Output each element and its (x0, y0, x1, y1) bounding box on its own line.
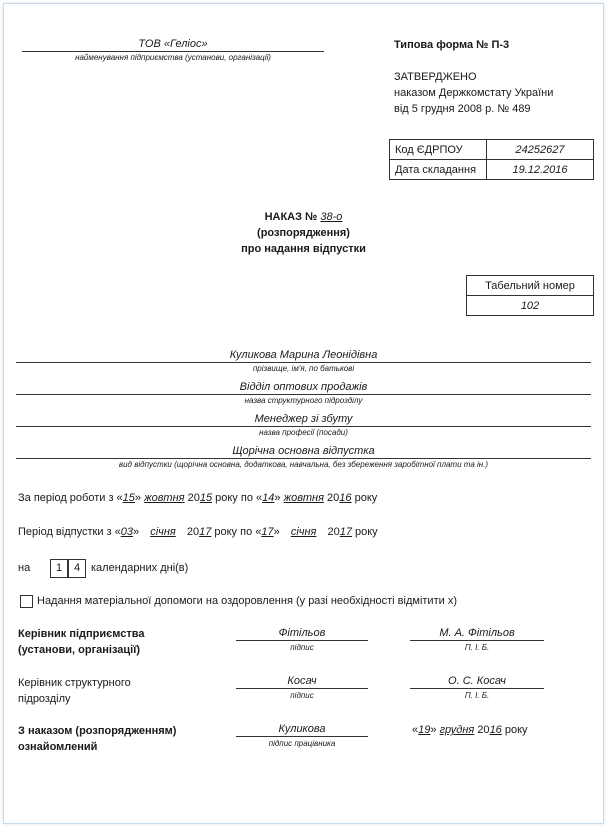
work-period-text-3: року по « (215, 492, 263, 504)
ack-signature: Куликова (278, 723, 326, 735)
days-digit-1[interactable]: 1 (50, 559, 68, 578)
dept-label-2: підрозділу (18, 693, 71, 705)
leave-period-month-to: січня (290, 526, 317, 538)
head-name: М. А. Фітільов (439, 627, 515, 639)
ack-date-close: » (430, 724, 437, 736)
edrpou-label: Код ЄДРПОУ (390, 140, 487, 160)
date-value: 19.12.2016 (487, 160, 594, 180)
work-period (18, 492, 377, 504)
ack-signature-caption: підпис працівника (268, 739, 336, 748)
dept-signature-caption: підпис (290, 691, 314, 700)
days-prefix: на (18, 562, 31, 574)
leave-period-year-to-prefix: 20 (327, 526, 340, 538)
leave-type-caption: вид відпустки (щорічна основна, додаткова, навчальна, без збереження заробітної плати та ін.) (118, 460, 489, 469)
work-period-month-from: жовтня (144, 492, 185, 504)
work-period-year-from-prefix: 20 (187, 492, 200, 504)
head-name-caption: П. І. Б. (464, 643, 490, 652)
position-line (16, 426, 591, 427)
dept-label-1: Керівник структурного (18, 677, 131, 689)
tabel-label: Табельний номер (467, 276, 594, 296)
work-period-year-from: 15 (199, 492, 213, 504)
dept-name: О. С. Косач (448, 675, 506, 687)
leave-period-text-3: року по « (214, 526, 262, 538)
department-line (16, 394, 591, 395)
leave-period-text-5: року (355, 526, 378, 538)
order-title (4, 211, 603, 223)
leave-type: Щорічна основна відпустка (232, 445, 375, 457)
head-label-1: Керівник підприємства (18, 628, 145, 640)
head-signature-caption: підпис (290, 643, 314, 652)
company-caption: найменування підприємства (установи, організації) (75, 53, 271, 62)
employee-name-line (16, 362, 591, 363)
employee-name: Куликова Марина Леонідівна (229, 349, 378, 361)
material-aid-label: Надання матеріальної допомоги на оздоровлення (у разі необхідності відмітити х) (37, 595, 457, 607)
edrpou-value: 24252627 (487, 140, 594, 160)
leave-period (18, 526, 378, 538)
tabel-value: 102 (467, 296, 594, 316)
approved-line-2: наказом Держкомстату України (394, 87, 554, 99)
ack-day: 19 (418, 724, 431, 736)
work-period-text-2: » (134, 492, 142, 504)
approved-line-3: від 5 грудня 2008 р. № 489 (394, 103, 531, 115)
head-signature: Фітільов (278, 627, 326, 639)
order-number: 38-о (320, 211, 343, 223)
ack-year: 16 (489, 724, 502, 736)
tabel-table (466, 275, 594, 316)
leave-type-line (16, 458, 591, 459)
dept-name-line (410, 688, 544, 689)
work-period-month-to: жовтня (283, 492, 324, 504)
form-title: Типова форма № П-3 (394, 39, 510, 51)
ack-label-1: З наказом (розпорядженням) (18, 725, 177, 737)
leave-period-text-1: Період відпустки з « (18, 526, 121, 538)
ack-date (412, 724, 528, 736)
work-period-year-to: 16 (339, 492, 352, 504)
position-caption: назва професії (посади) (259, 428, 348, 437)
department: Відділ оптових продажів (239, 381, 368, 393)
work-period-day-to: 14 (262, 492, 275, 504)
order-subtitle: (розпорядження) (257, 227, 350, 239)
leave-period-text-2: » (133, 526, 140, 538)
work-period-text-4: » (274, 492, 281, 504)
dept-signature-line (236, 688, 368, 689)
department-caption: назва структурного підрозділу (244, 396, 363, 405)
leave-period-day-to: 17 (261, 526, 274, 538)
work-period-year-to-prefix: 20 (327, 492, 340, 504)
order-title-prefix: НАКАЗ № (264, 211, 318, 223)
date-label: Дата складання (390, 160, 487, 180)
head-label-2: (установи, організації) (18, 644, 140, 656)
leave-period-text-4: » (273, 526, 280, 538)
dept-signature: Косач (287, 675, 317, 687)
order-about: про надання відпустки (241, 243, 366, 255)
leave-period-day-from: 03 (120, 526, 133, 538)
ack-signature-line (236, 736, 368, 737)
leave-period-month-from: січня (150, 526, 176, 538)
document-page (3, 3, 604, 824)
codes-table (389, 139, 594, 180)
ack-label-2: ознайомлений (18, 741, 98, 753)
leave-period-year-to: 17 (339, 526, 352, 538)
work-period-day-from: 15 (122, 492, 135, 504)
material-aid-checkbox[interactable] (20, 595, 33, 608)
company-line (22, 51, 324, 52)
dept-name-caption: П. І. Б. (464, 691, 490, 700)
leave-period-year-from: 17 (199, 526, 212, 538)
position: Менеджер зі збуту (254, 413, 353, 425)
ack-month: грудня (439, 724, 475, 736)
employee-name-caption: прізвище, ім'я, по батькові (252, 364, 355, 373)
head-name-line (410, 640, 544, 641)
days-suffix: календарних дні(в) (91, 562, 189, 574)
head-signature-line (236, 640, 368, 641)
leave-period-year-from-prefix: 20 (186, 526, 200, 538)
approved-line-1: ЗАТВЕРДЖЕНО (394, 71, 477, 83)
ack-date-open: « (412, 724, 419, 736)
days-digit-2[interactable]: 4 (68, 559, 86, 578)
ack-year-prefix: 20 (477, 724, 490, 736)
company-name: ТОВ «Геліос» (138, 38, 208, 50)
work-period-text-5: року (354, 492, 378, 504)
work-period-text-1: За період роботи з « (18, 492, 123, 504)
ack-year-word: року (504, 724, 528, 736)
